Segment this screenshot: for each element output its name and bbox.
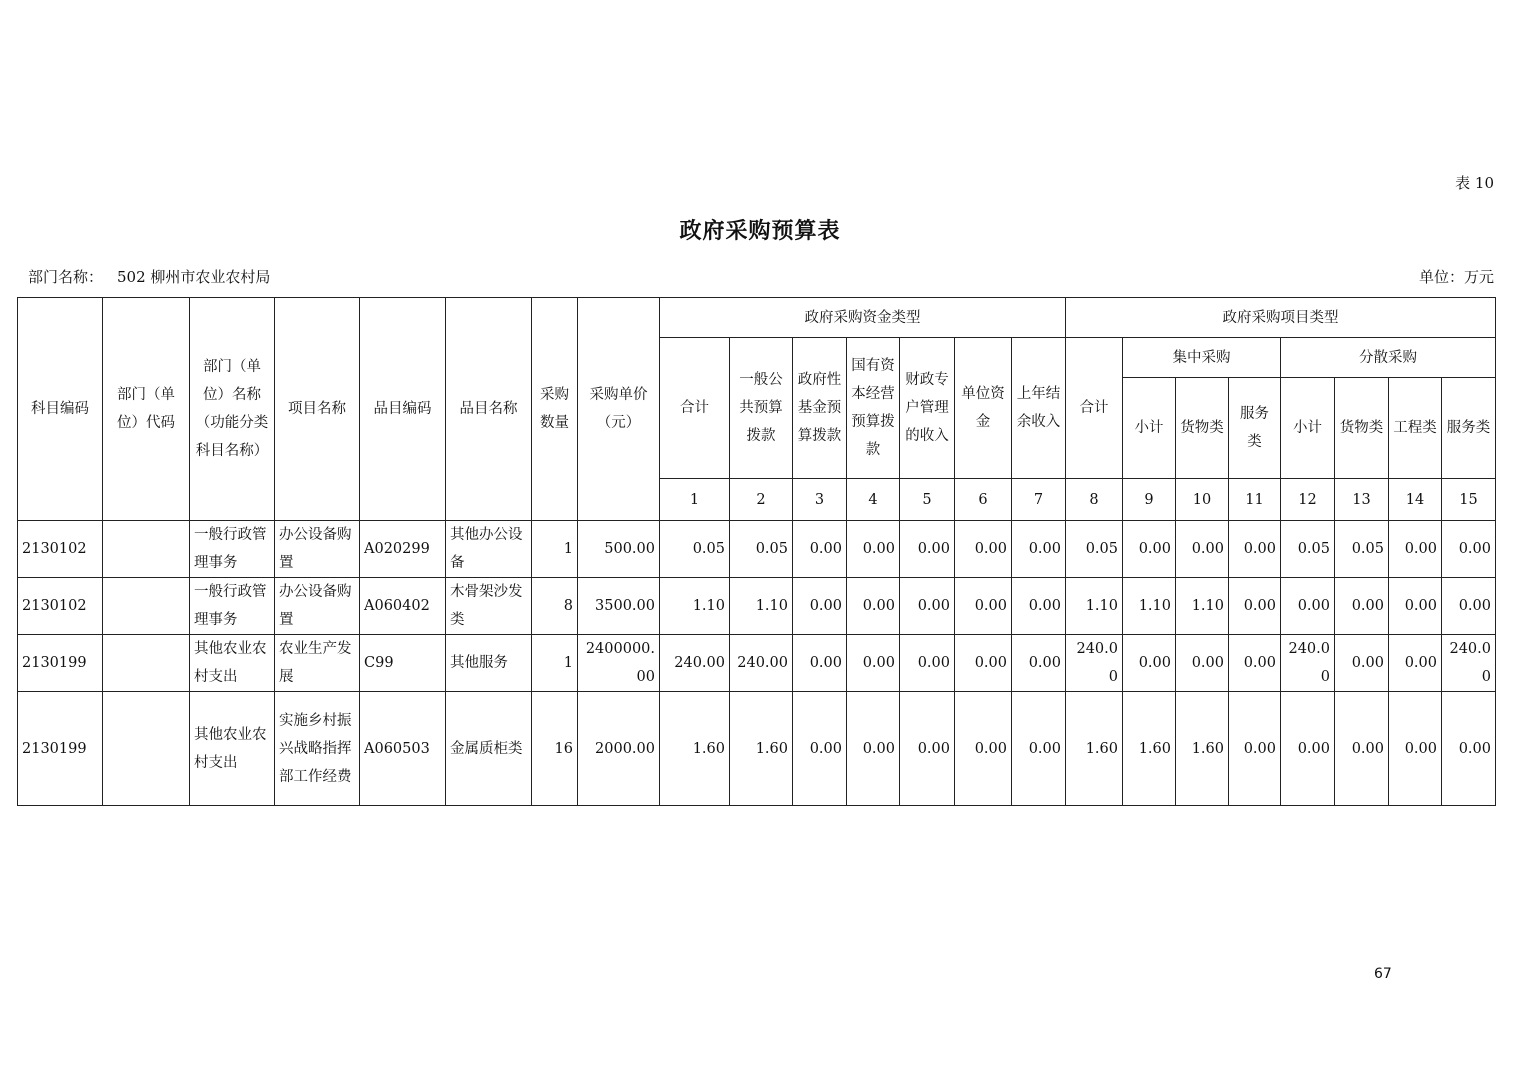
amount-cell: 0.00: [793, 635, 847, 692]
header-c-service: 服务类: [1229, 378, 1281, 479]
amount-cell: 0.00: [900, 692, 955, 806]
table-row: [18, 578, 1496, 635]
project-name-cell: 办公设备购置: [275, 578, 360, 635]
column-number: 13: [1335, 479, 1389, 521]
amount-cell: 0.00: [793, 521, 847, 578]
header-c-subtotal: 小计: [1123, 378, 1176, 479]
header-d-subtotal: 小计: [1281, 378, 1335, 479]
amount-cell: 0.00: [1012, 635, 1066, 692]
header-gov-fund: 政府性基金预算拨款: [793, 338, 847, 479]
item-name-cell: 其他服务: [446, 635, 532, 692]
amount-cell: 0.00: [847, 692, 900, 806]
unit-price-cell: 2000.00: [578, 692, 660, 806]
dept-name-cell: 其他农业农村支出: [190, 692, 275, 806]
header-project-type-group: 政府采购项目类型: [1066, 298, 1496, 338]
item-name-cell: 其他办公设备: [446, 521, 532, 578]
amount-cell: 0.00: [1229, 521, 1281, 578]
amount-cell: 0.00: [1012, 578, 1066, 635]
header-decentralized: 分散采购: [1281, 338, 1496, 378]
amount-cell: 1.60: [1176, 692, 1229, 806]
amount-cell: 0.00: [1335, 635, 1389, 692]
header-unit-fund: 单位资金: [955, 338, 1012, 479]
unit-price-cell: 2400000.00: [578, 635, 660, 692]
dept-code-cell: [103, 692, 190, 806]
column-number: 5: [900, 479, 955, 521]
amount-cell: 0.00: [955, 578, 1012, 635]
column-number: 3: [793, 479, 847, 521]
amount-cell: 0.05: [730, 521, 793, 578]
amount-cell: 0.00: [1389, 521, 1442, 578]
table-row: [18, 521, 1496, 578]
column-number: 15: [1442, 479, 1496, 521]
header-project-name: 项目名称: [275, 298, 360, 521]
dept-code-cell: [103, 635, 190, 692]
amount-cell: 0.00: [1229, 635, 1281, 692]
item-name-cell: 木骨架沙发类: [446, 578, 532, 635]
department-info: [28, 266, 270, 287]
amount-cell: 0.00: [1123, 521, 1176, 578]
amount-cell: 1.10: [1123, 578, 1176, 635]
amount-cell: 0.00: [847, 635, 900, 692]
page-title: 政府采购预算表: [679, 218, 841, 244]
column-number: 14: [1389, 479, 1442, 521]
header-carryover: 上年结余收入: [1012, 338, 1066, 479]
item-name-cell: 金属质柜类: [446, 692, 532, 806]
amount-cell: 0.00: [1389, 635, 1442, 692]
header-project-total: 合计: [1066, 338, 1123, 479]
project-name-cell: 办公设备购置: [275, 521, 360, 578]
amount-cell: 0.00: [847, 578, 900, 635]
amount-cell: 0.00: [1442, 521, 1496, 578]
amount-cell: 1.10: [730, 578, 793, 635]
amount-cell: 0.00: [1281, 692, 1335, 806]
amount-cell: 240.00: [1442, 635, 1496, 692]
item-code-cell: A020299: [360, 521, 446, 578]
header-d-works: 工程类: [1389, 378, 1442, 479]
header-subject-code: 科目编码: [18, 298, 103, 521]
unit-price-cell: 500.00: [578, 521, 660, 578]
header-fund-type-group: 政府采购资金类型: [660, 298, 1066, 338]
header-unit-price: 采购单价（元）: [578, 298, 660, 521]
project-name-cell: 实施乡村振兴战略指挥部工作经费: [275, 692, 360, 806]
amount-cell: 1.60: [1066, 692, 1123, 806]
amount-cell: 0.00: [1335, 578, 1389, 635]
amount-cell: 0.00: [900, 635, 955, 692]
header-d-service: 服务类: [1442, 378, 1496, 479]
amount-cell: 0.05: [1335, 521, 1389, 578]
table-number: 表 10: [1455, 174, 1494, 192]
subject-code-cell: 2130102: [18, 521, 103, 578]
amount-cell: 1.10: [1176, 578, 1229, 635]
header-c-goods: 货物类: [1176, 378, 1229, 479]
item-code-cell: C99: [360, 635, 446, 692]
column-number: 10: [1176, 479, 1229, 521]
item-code-cell: A060503: [360, 692, 446, 806]
amount-cell: 240.00: [1281, 635, 1335, 692]
amount-cell: 0.00: [1012, 692, 1066, 806]
column-number: 1: [660, 479, 730, 521]
amount-cell: 0.00: [1281, 578, 1335, 635]
amount-cell: 0.05: [1281, 521, 1335, 578]
amount-cell: 0.00: [1389, 692, 1442, 806]
amount-cell: 0.00: [1229, 578, 1281, 635]
amount-cell: 0.00: [1335, 692, 1389, 806]
column-number: 9: [1123, 479, 1176, 521]
amount-cell: 0.00: [1176, 521, 1229, 578]
amount-cell: 240.00: [660, 635, 730, 692]
unit-price-cell: 3500.00: [578, 578, 660, 635]
subject-code-cell: 2130199: [18, 692, 103, 806]
amount-cell: 0.05: [660, 521, 730, 578]
amount-cell: 0.00: [900, 521, 955, 578]
amount-cell: 1.10: [660, 578, 730, 635]
amount-cell: 1.60: [660, 692, 730, 806]
amount-cell: 0.00: [955, 692, 1012, 806]
procurement-budget-table: [17, 297, 1496, 806]
amount-cell: 0.00: [900, 578, 955, 635]
dept-name-cell: 其他农业农村支出: [190, 635, 275, 692]
dept-name-cell: 一般行政管理事务: [190, 578, 275, 635]
unit-label: 单位：万元: [1418, 268, 1494, 286]
column-number: 12: [1281, 479, 1335, 521]
header-state-capital: 国有资本经营预算拨款: [847, 338, 900, 479]
header-special-income: 财政专户管理的收入: [900, 338, 955, 479]
project-name-cell: 农业生产发展: [275, 635, 360, 692]
amount-cell: 240.00: [1066, 635, 1123, 692]
amount-cell: 0.00: [955, 635, 1012, 692]
subject-code-cell: 2130199: [18, 635, 103, 692]
amount-cell: 0.00: [1123, 635, 1176, 692]
amount-cell: 0.00: [847, 521, 900, 578]
dept-code-cell: [103, 521, 190, 578]
header-quantity: 采购数量: [532, 298, 578, 521]
column-number: 7: [1012, 479, 1066, 521]
department-value: 502 柳州市农业农村局: [117, 268, 271, 286]
amount-cell: 0.00: [1012, 521, 1066, 578]
amount-cell: 0.00: [955, 521, 1012, 578]
amount-cell: 0.05: [1066, 521, 1123, 578]
header-fund-total: 合计: [660, 338, 730, 479]
amount-cell: 1.60: [1123, 692, 1176, 806]
amount-cell: 0.00: [1442, 692, 1496, 806]
column-number: 8: [1066, 479, 1123, 521]
amount-cell: 1.60: [730, 692, 793, 806]
table-row: [18, 692, 1496, 806]
quantity-cell: 8: [532, 578, 578, 635]
header-general-budget: 一般公共预算拨款: [730, 338, 793, 479]
amount-cell: 0.00: [793, 692, 847, 806]
table-row: [18, 635, 1496, 692]
amount-cell: 0.00: [793, 578, 847, 635]
quantity-cell: 16: [532, 692, 578, 806]
header-item-code: 品目编码: [360, 298, 446, 521]
column-number: 4: [847, 479, 900, 521]
header-centralized: 集中采购: [1123, 338, 1281, 378]
quantity-cell: 1: [532, 635, 578, 692]
header-dept-name: 部门（单位）名称（功能分类科目名称）: [190, 298, 275, 521]
dept-code-cell: [103, 578, 190, 635]
header-item-name: 品目名称: [446, 298, 532, 521]
page-number: 67: [1374, 966, 1392, 982]
amount-cell: 1.10: [1066, 578, 1123, 635]
header-dept-code: 部门（单位）代码: [103, 298, 190, 521]
column-number: 11: [1229, 479, 1281, 521]
column-number: 6: [955, 479, 1012, 521]
department-label: 部门名称：: [28, 268, 104, 286]
amount-cell: 240.00: [730, 635, 793, 692]
quantity-cell: 1: [532, 521, 578, 578]
subject-code-cell: 2130102: [18, 578, 103, 635]
amount-cell: 0.00: [1176, 635, 1229, 692]
item-code-cell: A060402: [360, 578, 446, 635]
header-d-goods: 货物类: [1335, 378, 1389, 479]
amount-cell: 0.00: [1229, 692, 1281, 806]
amount-cell: 0.00: [1389, 578, 1442, 635]
dept-name-cell: 一般行政管理事务: [190, 521, 275, 578]
column-number: 2: [730, 479, 793, 521]
amount-cell: 0.00: [1442, 578, 1496, 635]
